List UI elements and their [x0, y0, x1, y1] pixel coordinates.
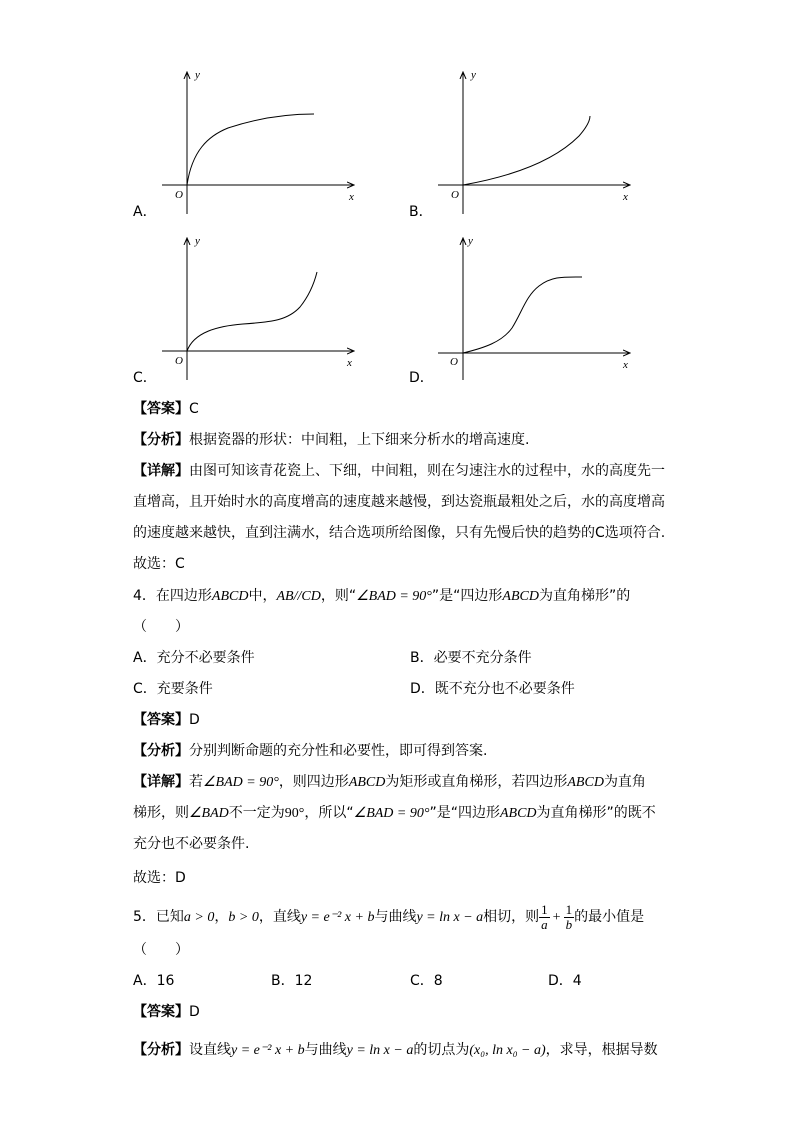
- option-c-label: C．: [133, 370, 157, 386]
- q3-detail-line2: 直增高，且开始时水的高度增高的速度越来越慢，到达瓷瓶最粗处之后，水的高度增高: [133, 494, 665, 510]
- answer-value: D: [189, 712, 200, 728]
- x-axis-label: x: [349, 191, 354, 203]
- q4-option-c: C．充要条件: [133, 681, 213, 697]
- graph-option-d: [404, 232, 644, 392]
- analysis-tag: 【分析】: [133, 432, 189, 448]
- question-number: 5．: [133, 909, 156, 925]
- answer-value: D: [189, 1004, 200, 1020]
- answer-value: C: [189, 401, 199, 417]
- math-abcd: ABCD: [567, 775, 604, 790]
- graph-option-b: [404, 66, 644, 226]
- q5-text: 相切，则: [483, 909, 540, 925]
- graph-option-a: [128, 66, 368, 226]
- graph-c-svg: [128, 232, 368, 392]
- graph-b-svg: [404, 66, 644, 226]
- analysis-tag: 【分析】: [133, 1042, 189, 1058]
- fraction-one-over-b: [564, 903, 575, 932]
- q4-bracket: （ ）: [133, 619, 189, 635]
- detail-text: 不一定为: [228, 805, 285, 821]
- y-axis-label: y: [195, 69, 200, 81]
- curve-d: [463, 277, 582, 353]
- x-axis-label: x: [347, 357, 352, 369]
- detail-text: 由图可知该青花瓷上、下细，中间粗，则在匀速注水的过程中，水的高度先一: [189, 463, 665, 479]
- q5-text: 的最小值是: [574, 909, 645, 925]
- question-number: 4．: [133, 588, 156, 604]
- analysis-text: ，求导，根据导数: [545, 1042, 658, 1058]
- q4-answer: [133, 710, 200, 730]
- q5-answer: [133, 1002, 200, 1022]
- curve-a: [187, 114, 314, 185]
- q5-analysis: [133, 1040, 658, 1061]
- option-d-label: D．: [409, 370, 434, 386]
- math-line-equation: y = e⁻² x + b: [300, 910, 375, 925]
- q3-detail-line1: [133, 461, 665, 481]
- q4-detail-line1: [133, 772, 646, 793]
- math-abcd: ABCD: [499, 806, 537, 821]
- q4-choose: 故选：D: [133, 870, 186, 886]
- detail-text: 梯形，则: [133, 805, 189, 821]
- detail-text: 若: [189, 774, 203, 790]
- graph-d-svg: [404, 232, 644, 392]
- fraction-numerator: 1: [541, 901, 548, 917]
- q5-text: 与曲线: [374, 909, 417, 925]
- analysis-text: 分别判断命题的充分性和必要性，即可得到答案.: [189, 743, 488, 759]
- analysis-text: 与曲线: [304, 1042, 347, 1058]
- q4-text: ，则“: [320, 588, 357, 604]
- analysis-text: 设直线: [189, 1042, 231, 1058]
- detail-text: 为直角: [603, 774, 646, 790]
- q4-option-b: B．必要不充分条件: [410, 650, 532, 666]
- detail-text: 为直角梯形”的既不: [536, 805, 656, 821]
- q5-option-d: D．4: [548, 973, 582, 989]
- q4-option-d: D．既不充分也不必要条件: [410, 681, 575, 697]
- q4-text: ”是“四边形: [431, 588, 503, 604]
- fraction-one-over-a: [539, 903, 550, 932]
- answer-tag: 【答案】: [133, 712, 189, 728]
- q5-option-a: A．16: [133, 973, 175, 989]
- q5-bracket: （ ）: [133, 942, 189, 958]
- math-abcd: ABCD: [502, 589, 539, 604]
- q4-analysis: [133, 741, 487, 761]
- math-a-positive: a > 0: [183, 910, 215, 925]
- analysis-text: 根据瓷器的形状：中间粗，上下细来分析水的增高速度.: [189, 432, 530, 448]
- y-axis-label: y: [468, 235, 473, 247]
- answer-tag: 【答案】: [133, 1004, 189, 1020]
- origin-label: O: [175, 189, 183, 201]
- x-axis-label: x: [623, 359, 628, 371]
- q5-option-c: C．8: [410, 973, 443, 989]
- q3-analysis: [133, 430, 529, 450]
- q4-text: 为直角梯形”的: [538, 588, 631, 604]
- detail-tag: 【详解】: [133, 463, 189, 479]
- analysis-text: 的切点为: [413, 1042, 470, 1058]
- q5-text: ，直线: [258, 909, 301, 925]
- q5-text: 已知: [155, 909, 184, 925]
- detail-text: 为矩形或直角梯形，若四边形: [385, 774, 568, 790]
- q3-detail-line3: 的速度越来越快，直到注满水，结合选项所给图像，只有先慢后快的趋势的C选项符合.: [133, 525, 666, 541]
- graph-a-svg: [128, 66, 368, 226]
- analysis-tag: 【分析】: [133, 743, 189, 759]
- q3-answer: [133, 399, 199, 419]
- y-axis-label: y: [471, 69, 476, 81]
- q4-text: 在四边形: [155, 588, 212, 604]
- q4-detail-line3: 充分也不必要条件.: [133, 836, 250, 852]
- detail-text: ，所以“: [304, 805, 354, 821]
- math-curve-equation: y = ln x − a: [346, 1043, 414, 1058]
- fraction-numerator: 1: [565, 901, 573, 917]
- curve-c: [187, 272, 317, 351]
- q5-stem: [133, 902, 644, 933]
- math-degree: 90°: [284, 806, 305, 821]
- detail-text: ”是“四边形: [429, 805, 500, 821]
- y-axis-label: y: [195, 235, 200, 247]
- q4-text: 中，: [248, 588, 277, 604]
- math-abcd: ABCD: [348, 775, 386, 790]
- q4-detail-line2: [133, 803, 656, 824]
- x-axis-label: x: [623, 191, 628, 203]
- math-abcd: ABCD: [211, 589, 249, 604]
- origin-label: O: [451, 189, 459, 201]
- math-angle: ∠BAD = 90°: [203, 775, 279, 790]
- math-angle: ∠BAD: [189, 806, 229, 821]
- option-a-label: A．: [133, 204, 157, 220]
- q3-choose: 故选：C: [133, 556, 185, 572]
- fraction-denominator: a: [541, 916, 548, 932]
- q5-option-b: B．12: [271, 973, 313, 989]
- detail-text: ，则四边形: [278, 774, 349, 790]
- math-line-equation: y = e⁻² x + b: [231, 1043, 305, 1058]
- origin-label: O: [175, 355, 183, 367]
- answer-tag: 【答案】: [133, 401, 189, 417]
- math-plus: +: [552, 910, 561, 925]
- detail-tag: 【详解】: [133, 774, 189, 790]
- q4-option-a: A．充分不必要条件: [133, 650, 255, 666]
- curve-b: [463, 116, 590, 185]
- origin-label: O: [450, 356, 458, 368]
- math-angle: ∠BAD = 90°: [353, 806, 430, 821]
- q5-text: ，: [214, 909, 229, 925]
- fraction-denominator: b: [565, 916, 573, 932]
- graph-option-c: [128, 232, 368, 392]
- math-parallel: AB//CD: [276, 589, 321, 604]
- math-tangent-point: (x₀, ln x₀ − a): [469, 1043, 546, 1058]
- option-b-label: B．: [409, 204, 433, 220]
- math-curve-equation: y = ln x − a: [416, 910, 484, 925]
- math-angle: ∠BAD = 90°: [356, 589, 432, 604]
- q4-stem: [133, 586, 630, 607]
- math-b-positive: b > 0: [228, 910, 259, 925]
